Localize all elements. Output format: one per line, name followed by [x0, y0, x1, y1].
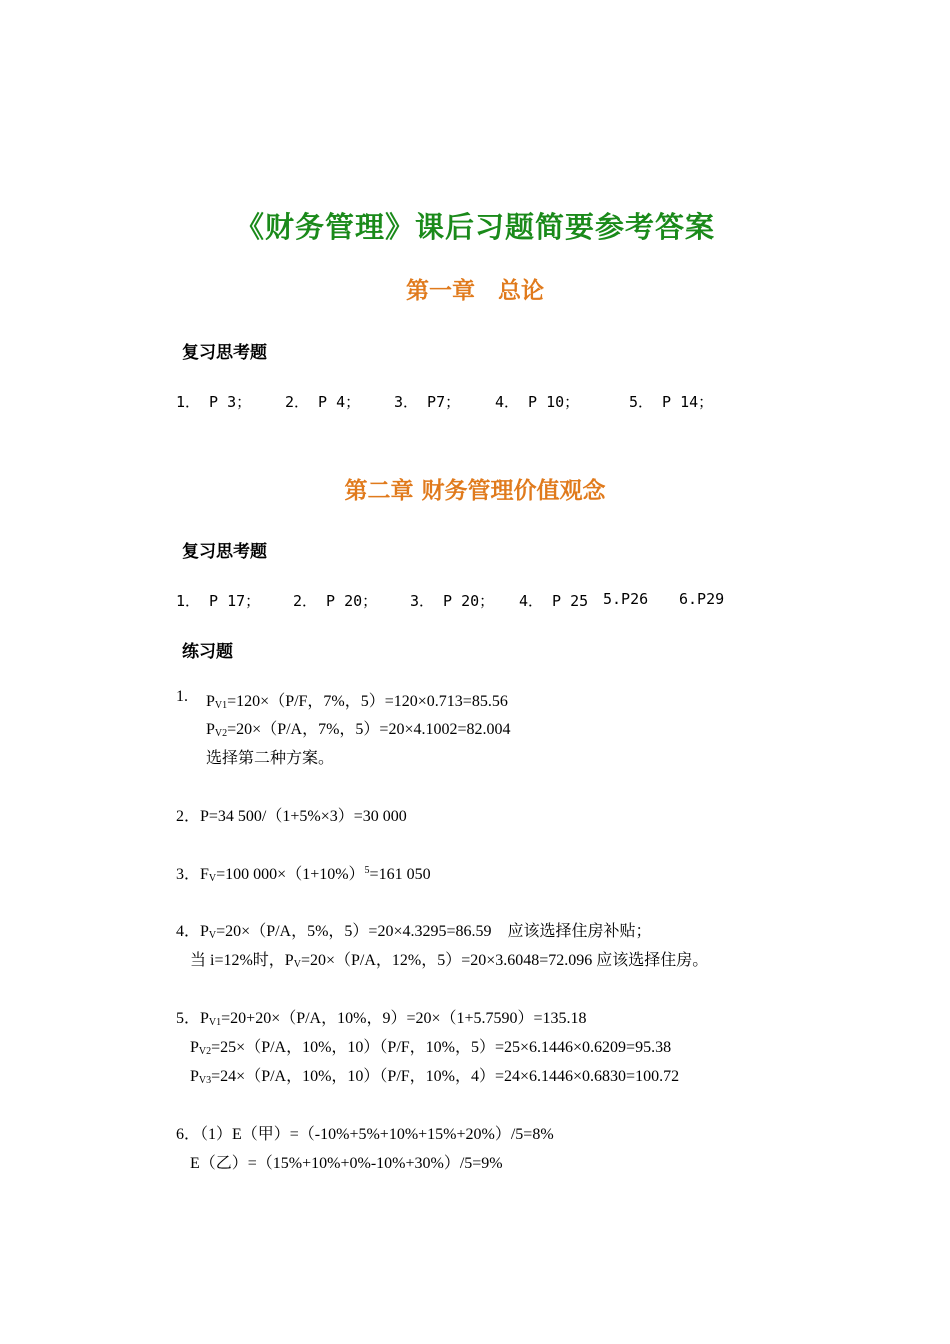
ref-item: 6.P29 — [679, 590, 725, 608]
formula-expr: =20×（P/A，5%，5）=20×4.3295=86.59 应该选择住房补贴； — [216, 923, 652, 940]
formula-expr: =120×（P/F，7%，5）=120×0.713=85.56 — [227, 693, 508, 710]
exercise-2: 2．P=34 500/（1+5%×3）=30 000 — [176, 808, 407, 825]
formula-expr: =20×（P/A，7%，5）=20×4.1002=82.004 — [227, 721, 511, 738]
chapter-2-title: 第二章 财务管理价值观念 — [344, 478, 606, 504]
formula-line: E（乙）=（15%+10%+0%-10%+30%）/5=9% — [190, 1155, 503, 1172]
formula-expr: =25×（P/A，10%，10）（P/F，10%，5）=25×6.1446×0.6209=95.38 — [211, 1039, 672, 1056]
formula-subscript: V — [208, 930, 217, 941]
formula-line: 6．（1）E（甲）=（-10%+5%+10%+15%+20%）/5=8% — [176, 1126, 554, 1143]
formula-line — [190, 947, 708, 970]
formula-line — [176, 1005, 587, 1028]
conclusion-line: 选择第二种方案。 — [206, 750, 335, 767]
ref-item: 3． P7； — [394, 393, 461, 411]
ref-item: 4． P 10； — [495, 393, 580, 411]
formula-subscript: V — [293, 959, 301, 970]
chapter-1-title: 第一章 总论 — [406, 278, 544, 304]
ref-item: 1． P 3； — [176, 393, 252, 411]
ref-item: 5． P 14； — [629, 393, 714, 411]
formula-subscript: V — [208, 873, 217, 884]
formula-expr: =20+20×（P/A，10%，9）=20×（1+5.7590）=135.18 — [221, 1010, 587, 1027]
document-title: 《财务管理》课后习题简要参考答案 — [234, 210, 715, 244]
formula-line — [190, 1063, 679, 1086]
ref-item: 1． P 17； — [176, 592, 261, 610]
formula-var: 4．P — [176, 923, 209, 940]
exercise-number: 1. — [176, 688, 188, 705]
formula-subscript: V2 — [214, 728, 228, 739]
ch2-review-heading: 复习思考题 — [182, 542, 267, 562]
formula-var: P — [206, 693, 215, 710]
formula-expr: =100 000×（1+10%） — [216, 866, 365, 883]
formula-subscript: V1 — [208, 1017, 222, 1028]
ref-item: 4． P 25 — [519, 592, 589, 610]
formula-line — [206, 688, 508, 711]
ref-item: 3． P 20； — [410, 592, 495, 610]
ch1-review-heading: 复习思考题 — [182, 343, 267, 363]
formula-subscript: V3 — [198, 1075, 212, 1086]
formula-subscript: V2 — [198, 1046, 212, 1057]
formula-result: =161 050 — [369, 866, 431, 883]
ref-item: 2． P 20； — [293, 592, 378, 610]
formula-line — [176, 918, 652, 941]
formula-var: 当 i=12%时，P — [190, 952, 294, 969]
formula-line — [190, 1034, 671, 1057]
ref-item: 2． P 4； — [285, 393, 361, 411]
formula-subscript: V1 — [214, 700, 228, 711]
formula-var: P — [190, 1068, 199, 1085]
exercise-3 — [176, 861, 431, 884]
ch2-exercise-heading: 练习题 — [182, 642, 233, 662]
formula-exponent: 5 — [364, 865, 370, 876]
formula-expr: =20×（P/A，12%，5）=20×3.6048=72.096 应该选择住房。 — [300, 952, 709, 969]
formula-line — [206, 716, 511, 739]
formula-expr: =24×（P/A，10%，10）（P/F，10%，4）=24×6.1446×0.6830=100.72 — [211, 1068, 680, 1085]
ref-item: 5.P26 — [603, 590, 649, 608]
formula-var: P — [206, 721, 215, 738]
formula-var: 5．P — [176, 1010, 209, 1027]
formula-var: 3．F — [176, 866, 209, 883]
formula-var: P — [190, 1039, 199, 1056]
